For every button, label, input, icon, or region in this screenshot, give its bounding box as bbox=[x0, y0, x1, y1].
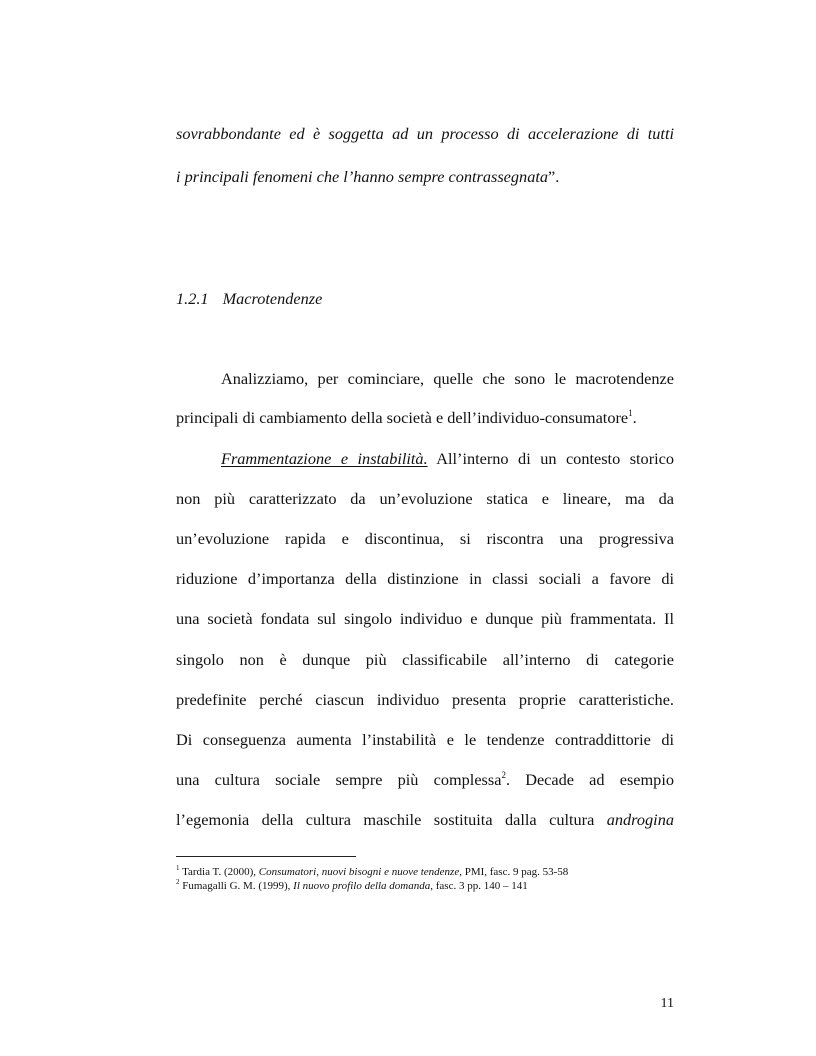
footnote-2-title: Il nuovo profilo della domanda bbox=[293, 880, 431, 892]
frag-heading: Frammentazione e instabilità. bbox=[221, 449, 428, 468]
carryover-line-2 bbox=[176, 167, 674, 187]
body-line-10 bbox=[176, 770, 674, 790]
line10-text-b: . Decade ad esempio bbox=[505, 770, 674, 789]
body-line-frag bbox=[221, 449, 674, 469]
carryover-quote-end: i principali fenomeni che l’hanno sempre contrassegnata bbox=[176, 167, 548, 186]
body-line-11 bbox=[176, 810, 674, 830]
footnote-2-author: Fumagalli G. M. (1999), bbox=[182, 880, 294, 892]
carryover-line-1: sovrabbondante ed è soggetta ad un processo di accelerazione di tutti bbox=[176, 124, 674, 143]
footnote-2 bbox=[176, 880, 528, 893]
footnote-1-title: Consumatori, nuovi bisogni e nuove tendenze bbox=[258, 866, 460, 878]
section-title: Macrotendenze bbox=[222, 289, 323, 308]
section-number: 1.2.1 bbox=[176, 289, 209, 308]
footnote-divider bbox=[176, 856, 356, 857]
body-line-9: Di conseguenza aumenta l’instabilità e le tendenze contraddittorie di bbox=[176, 730, 674, 749]
body-line-intro-1: Analizziamo, per cominciare, quelle che sono le macrotendenze bbox=[221, 369, 674, 388]
body-line-3: non più caratterizzato da un’evoluzione statica e lineare, ma da bbox=[176, 489, 674, 508]
body-line-intro-2 bbox=[176, 408, 674, 428]
body-line-4: un’evoluzione rapida e discontinua, si riscontra una progressiva bbox=[176, 529, 674, 548]
intro-end: . bbox=[632, 408, 637, 427]
footnote-ref-1: 1 bbox=[628, 408, 633, 418]
body-line-5: riduzione d’importanza della distinzione in classi sociali a favore di bbox=[176, 569, 674, 588]
body-line-8: predefinite perché ciascun individuo presenta proprie caratteristiche. bbox=[176, 690, 674, 709]
section-heading bbox=[176, 289, 674, 309]
carryover-closing: ”. bbox=[548, 167, 560, 186]
body-line-7: singolo non è dunque più classificabile all’interno di categorie bbox=[176, 650, 674, 669]
frag-rest: All’interno di un contesto storico bbox=[427, 449, 675, 468]
footnote-1-number: 1 bbox=[176, 864, 180, 872]
footnote-2-rest: , fasc. 3 pp. 140 – 141 bbox=[430, 880, 528, 892]
line11-italic: androgina bbox=[606, 810, 674, 829]
footnote-2-number: 2 bbox=[176, 878, 180, 886]
footnote-ref-2: 2 bbox=[501, 770, 506, 780]
intro-text: principali di cambiamento della società e dell’individuo-consumatore bbox=[176, 408, 629, 427]
body-line-6: una società fondata sul singolo individuo e dunque più frammentata. Il bbox=[176, 609, 674, 628]
footnote-1-rest: , PMI, fasc. 9 pag. 53-58 bbox=[459, 866, 569, 878]
footnote-1 bbox=[176, 866, 568, 879]
line10-text-a: una cultura sociale sempre più complessa bbox=[176, 770, 502, 789]
line11-text: l’egemonia della cultura maschile sostituita dalla cultura bbox=[176, 810, 607, 829]
page-number: 11 bbox=[660, 996, 674, 1011]
footnote-1-author: Tardia T. (2000), bbox=[182, 866, 259, 878]
